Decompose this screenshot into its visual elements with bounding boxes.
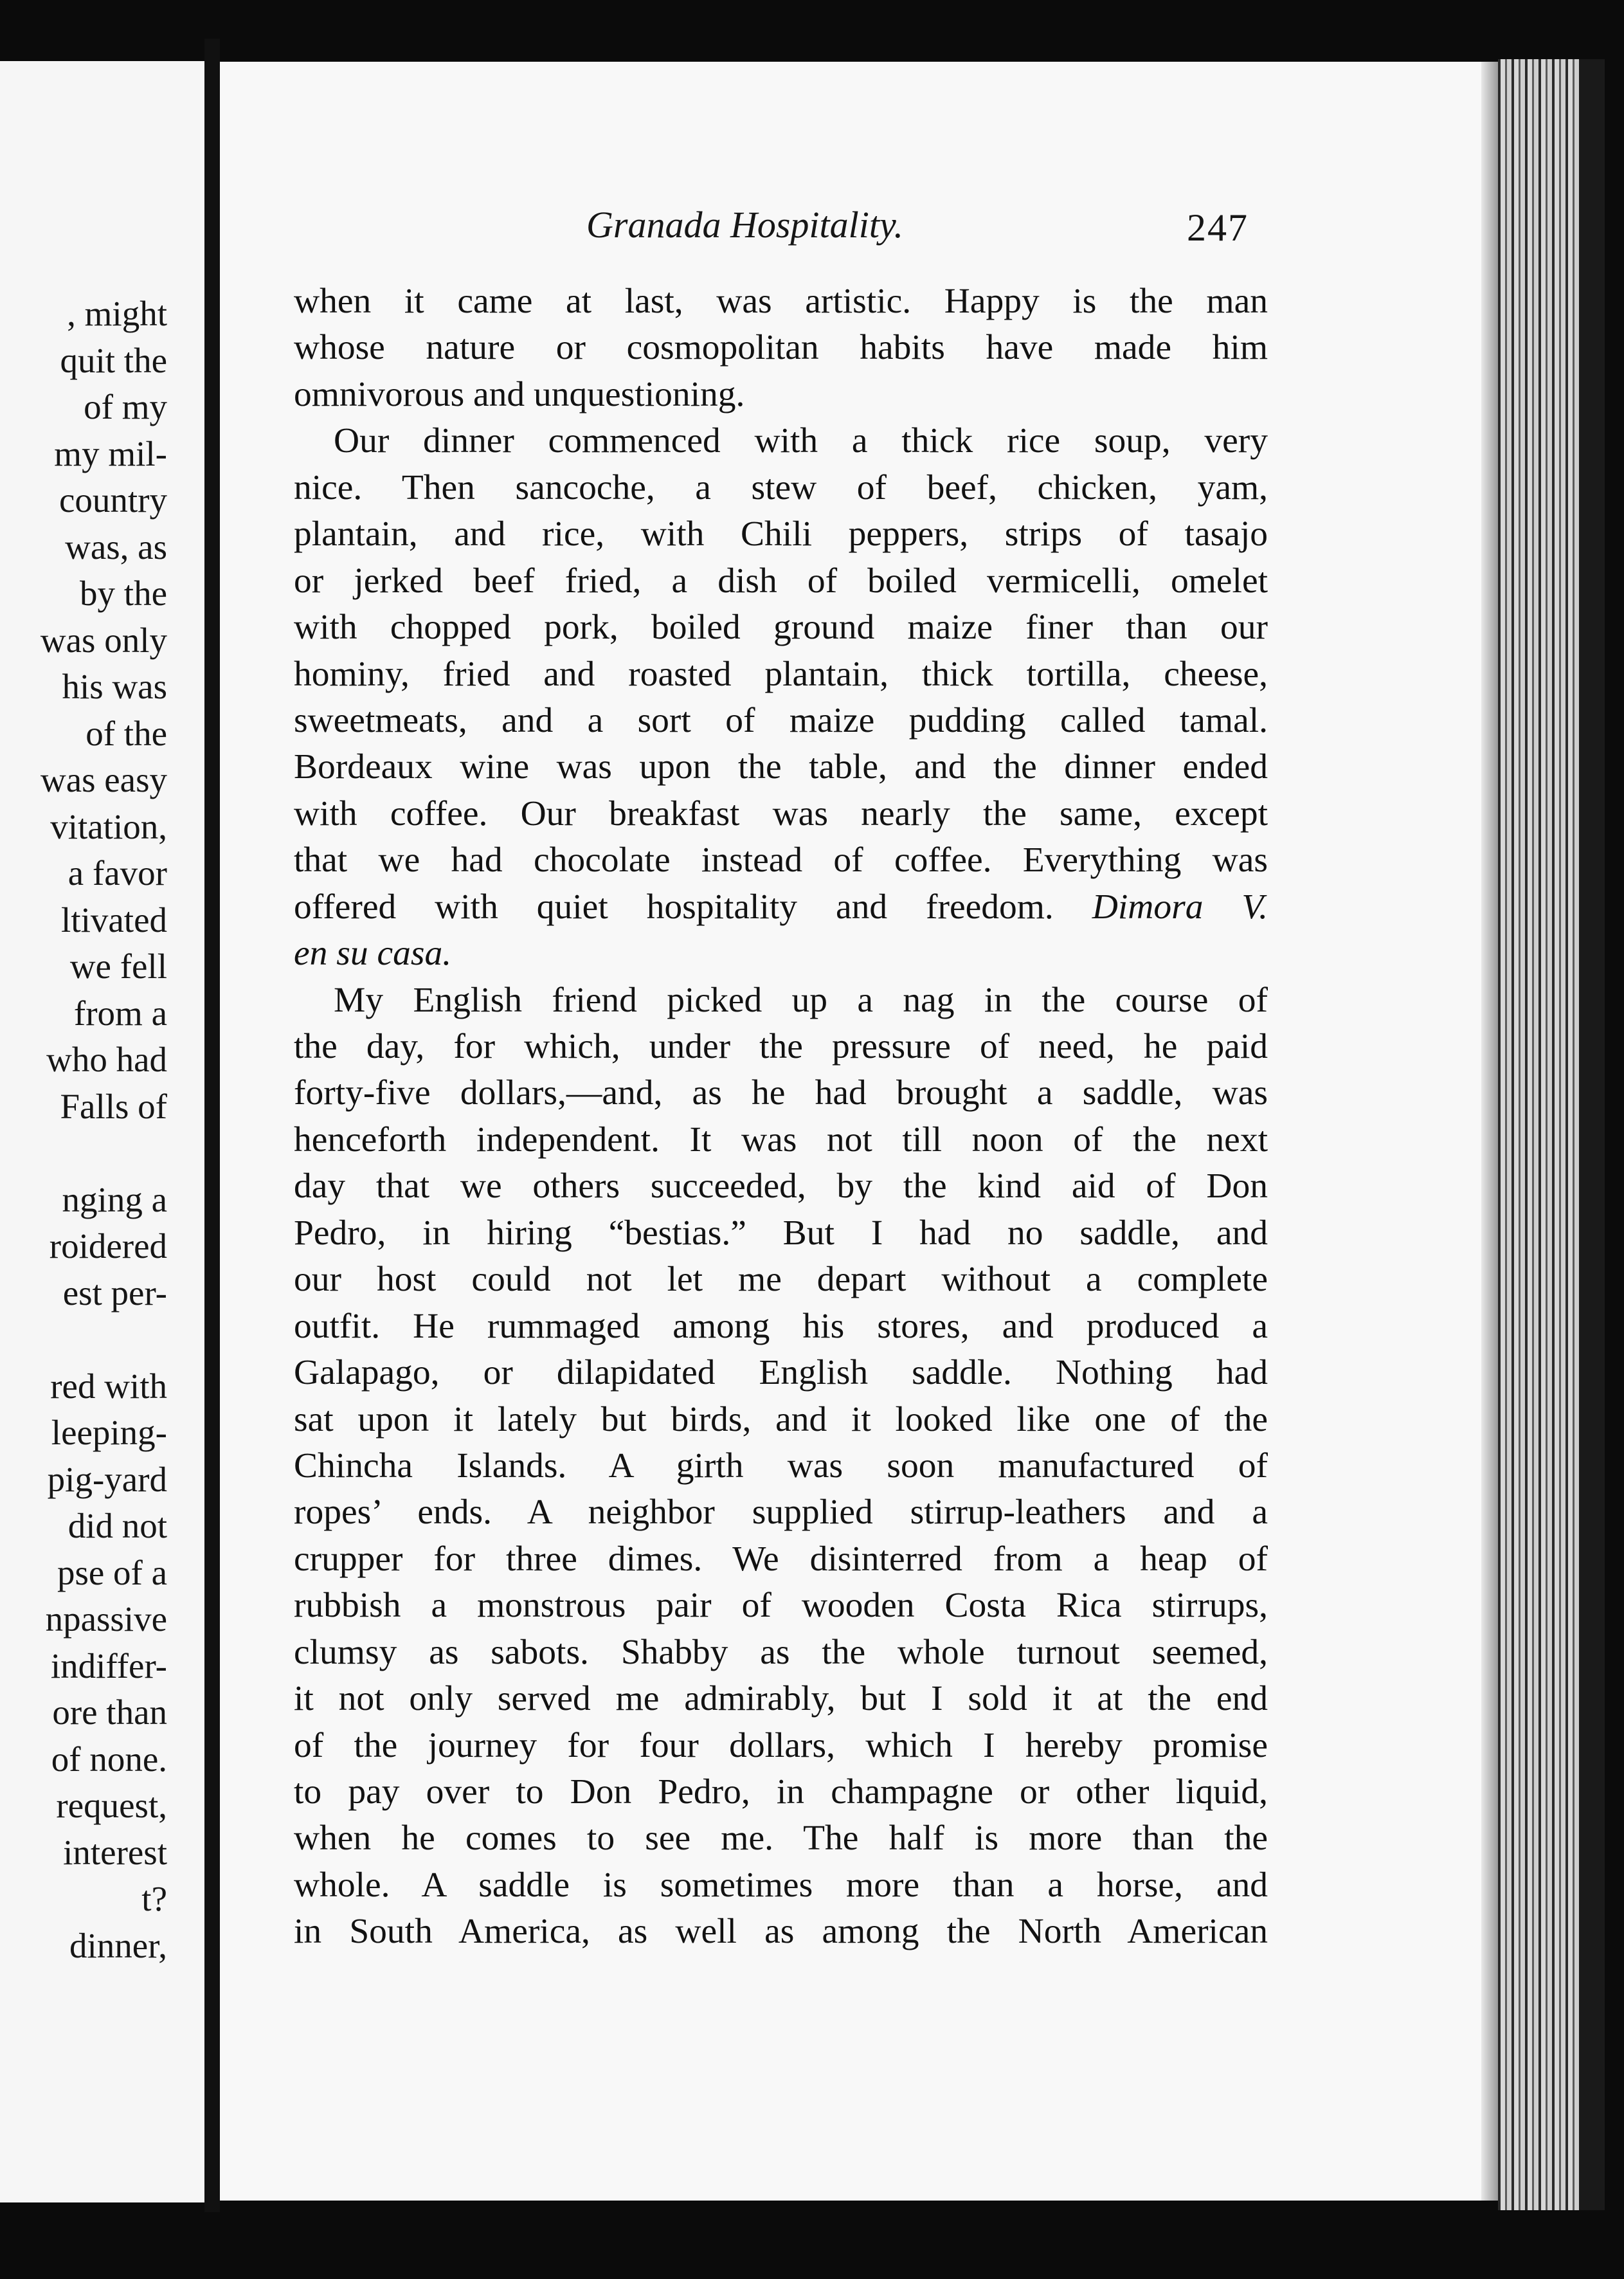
text-line <box>294 1536 1268 1583</box>
text-line-content: sweetmeats, and a sort of maize pudding called tamal. <box>294 700 1268 740</box>
previous-page-line: Falls of <box>60 1086 167 1126</box>
text-line <box>294 1163 1268 1210</box>
previous-page-line: was, as <box>65 527 167 567</box>
previous-page-line: did not <box>68 1506 167 1545</box>
text-line <box>294 558 1268 604</box>
text-line <box>294 465 1268 511</box>
text-line-content: outfit. He rummaged among his stores, and produced a <box>294 1306 1268 1346</box>
text-line-content: it not only served me admirably, but I sold it at the end <box>294 1679 1268 1719</box>
previous-page-line: from a <box>73 993 167 1033</box>
book-gutter <box>204 39 220 2212</box>
text-line-content: whole. A saddle is sometimes more than a horse, and <box>294 1865 1268 1905</box>
previous-page-line: pig-yard <box>47 1459 167 1499</box>
text-line-content: with coffee. Our breakfast was nearly the same, except <box>294 794 1268 833</box>
text-line <box>294 884 1268 931</box>
previous-page-line: leeping- <box>51 1413 167 1452</box>
text-line-content: to pay over to Don Pedro, in champagne or other liquid, <box>294 1772 1268 1811</box>
previous-page-line: country <box>59 480 167 520</box>
page-number: 247 <box>1187 206 1249 249</box>
previous-page-line: quit the <box>60 340 167 380</box>
text-line-content: day that we others succeeded, by the kind aid of Don <box>294 1167 1268 1206</box>
text-line-content: Chincha Islands. A girth was soon manufactured of <box>294 1446 1268 1485</box>
body-text <box>294 278 1268 1956</box>
text-line-content: ropes’ ends. A neighbor supplied stirrup-leathers and a <box>294 1493 1268 1532</box>
text-line-content: Pedro, in hiring “bestias.” But I had no saddle, and <box>294 1213 1268 1253</box>
previous-page-line: ore than <box>52 1693 167 1732</box>
previous-page-line: we fell <box>69 947 167 986</box>
text-line <box>294 931 1268 977</box>
text-line <box>294 1024 1268 1070</box>
text-line <box>294 1350 1268 1396</box>
previous-page-line: by the <box>80 574 167 613</box>
text-line-content: offered with quiet hospitality and freedom. <box>294 887 1054 927</box>
text-line <box>294 325 1268 371</box>
text-line-content: omnivorous and unquestioning. <box>294 374 745 414</box>
text-line <box>294 1723 1268 1769</box>
text-line-content: in South America, as well as among the North American <box>294 1912 1268 1952</box>
text-line-content: the day, for which, under the pressure of need, he paid <box>294 1027 1268 1066</box>
text-line <box>294 1815 1268 1862</box>
previous-page-line: was easy <box>40 760 167 799</box>
text-line-content: My English friend picked up a nag in the course of <box>334 980 1268 1020</box>
previous-page-line: dinner, <box>69 1925 167 1965</box>
previous-page-line: npassive <box>45 1599 167 1639</box>
page-stack-edges <box>1498 59 1579 2210</box>
previous-page-line: a favor <box>68 853 167 893</box>
previous-page-line: roidered <box>49 1226 167 1266</box>
text-line-content: whose nature or cosmopolitan habits have made him <box>294 328 1268 368</box>
previous-page-line: indiffer- <box>50 1646 167 1685</box>
text-line <box>294 1443 1268 1489</box>
previous-page-line: nging a <box>62 1179 167 1219</box>
text-line <box>294 744 1268 790</box>
running-title: Granada Hospitality. <box>586 204 904 246</box>
text-line <box>294 511 1268 558</box>
text-line <box>294 1862 1268 1909</box>
italic-phrase: en su casa. <box>294 934 452 974</box>
text-line-content: crupper for three dimes. We disinterred from a heap of <box>294 1539 1268 1579</box>
previous-page-line: my mil- <box>54 433 167 473</box>
text-line-content: forty-five dollars,—and, as he had brought a saddle, was <box>294 1073 1268 1113</box>
previous-page-line: est per- <box>62 1273 167 1312</box>
text-line-content: of the journey for four dollars, which I hereby promise <box>294 1725 1268 1765</box>
previous-page-line <box>41 1316 167 1363</box>
text-line-content: Galapago, or dilapidated English saddle. Nothing had <box>294 1353 1268 1393</box>
text-line <box>294 1583 1268 1629</box>
text-line-content: plantain, and rice, with Chili peppers, strips of tasajo <box>294 514 1268 554</box>
previous-page-line: his was <box>62 667 167 706</box>
text-line-content: our host could not let me depart without a complete <box>294 1260 1268 1300</box>
text-line-content: when he comes to see me. The half is more than the <box>294 1819 1268 1858</box>
previous-page-line: t? <box>141 1879 167 1918</box>
text-line-content: nice. Then sancoche, a stew of beef, chicken, yam, <box>294 468 1268 507</box>
text-line <box>294 1397 1268 1443</box>
text-line <box>294 1909 1268 1955</box>
previous-page-line: pse of a <box>57 1552 167 1592</box>
text-line-content: clumsy as sabots. Shabby as the whole turnout seemed, <box>294 1632 1268 1672</box>
previous-page-line: request, <box>56 1786 167 1825</box>
text-line <box>294 1676 1268 1722</box>
text-line <box>294 372 1268 418</box>
previous-page-line: , might <box>67 294 167 333</box>
page-stack-shadow <box>1579 59 1605 2210</box>
text-line-content: henceforth independent. It was not till noon of the next <box>294 1120 1268 1159</box>
previous-page-line: of none. <box>51 1739 167 1779</box>
previous-page <box>0 61 204 2202</box>
page-header <box>291 203 1249 255</box>
text-line-content: rubbish a monstrous pair of wooden Costa Rica stirrups, <box>294 1586 1268 1626</box>
italic-phrase: Dimora V. <box>1092 887 1268 927</box>
text-line-content: Bordeaux wine was upon the table, and the dinner ended <box>294 747 1268 787</box>
text-line-content: that we had chocolate instead of coffee. Everything was <box>294 840 1268 880</box>
previous-page-line: vitation, <box>50 806 167 846</box>
text-line-content: hominy, fried and roasted plantain, thick tortilla, cheese, <box>294 654 1268 694</box>
text-line-content: Our dinner commenced with a thick rice soup, very <box>334 421 1268 461</box>
previous-page-line: of the <box>86 713 167 753</box>
text-line-content: when it came at last, was artistic. Happy is the man <box>294 282 1268 321</box>
previous-page-line: ltivated <box>61 900 167 940</box>
text-line <box>294 1489 1268 1536</box>
text-line <box>294 278 1268 325</box>
page-edge-shadow <box>1481 62 1498 2201</box>
text-line-content: sat upon it lately but birds, and it looked like one of the <box>294 1399 1268 1439</box>
previous-page-line: was only <box>40 620 167 660</box>
previous-page-line: interest <box>63 1832 167 1872</box>
text-line <box>294 1117 1268 1163</box>
text-line <box>294 1630 1268 1676</box>
previous-page-line <box>41 1130 167 1177</box>
text-line-content: or jerked beef fried, a dish of boiled vermicelli, omelet <box>294 561 1268 601</box>
text-line <box>294 698 1268 744</box>
text-line <box>294 651 1268 698</box>
previous-page-line: red with <box>50 1366 167 1406</box>
text-line <box>294 604 1268 651</box>
text-line <box>294 977 1268 1024</box>
text-line <box>294 418 1268 464</box>
previous-page-line: who had <box>46 1040 167 1079</box>
text-line <box>294 1070 1268 1116</box>
text-line <box>294 1769 1268 1815</box>
previous-page-text <box>41 291 167 1969</box>
text-line <box>294 791 1268 837</box>
text-line <box>294 837 1268 884</box>
text-line-content: with chopped pork, boiled ground maize finer than our <box>294 608 1268 648</box>
text-line <box>294 1257 1268 1303</box>
previous-page-line: of my <box>84 387 167 426</box>
text-line <box>294 1303 1268 1350</box>
text-line <box>294 1210 1268 1257</box>
